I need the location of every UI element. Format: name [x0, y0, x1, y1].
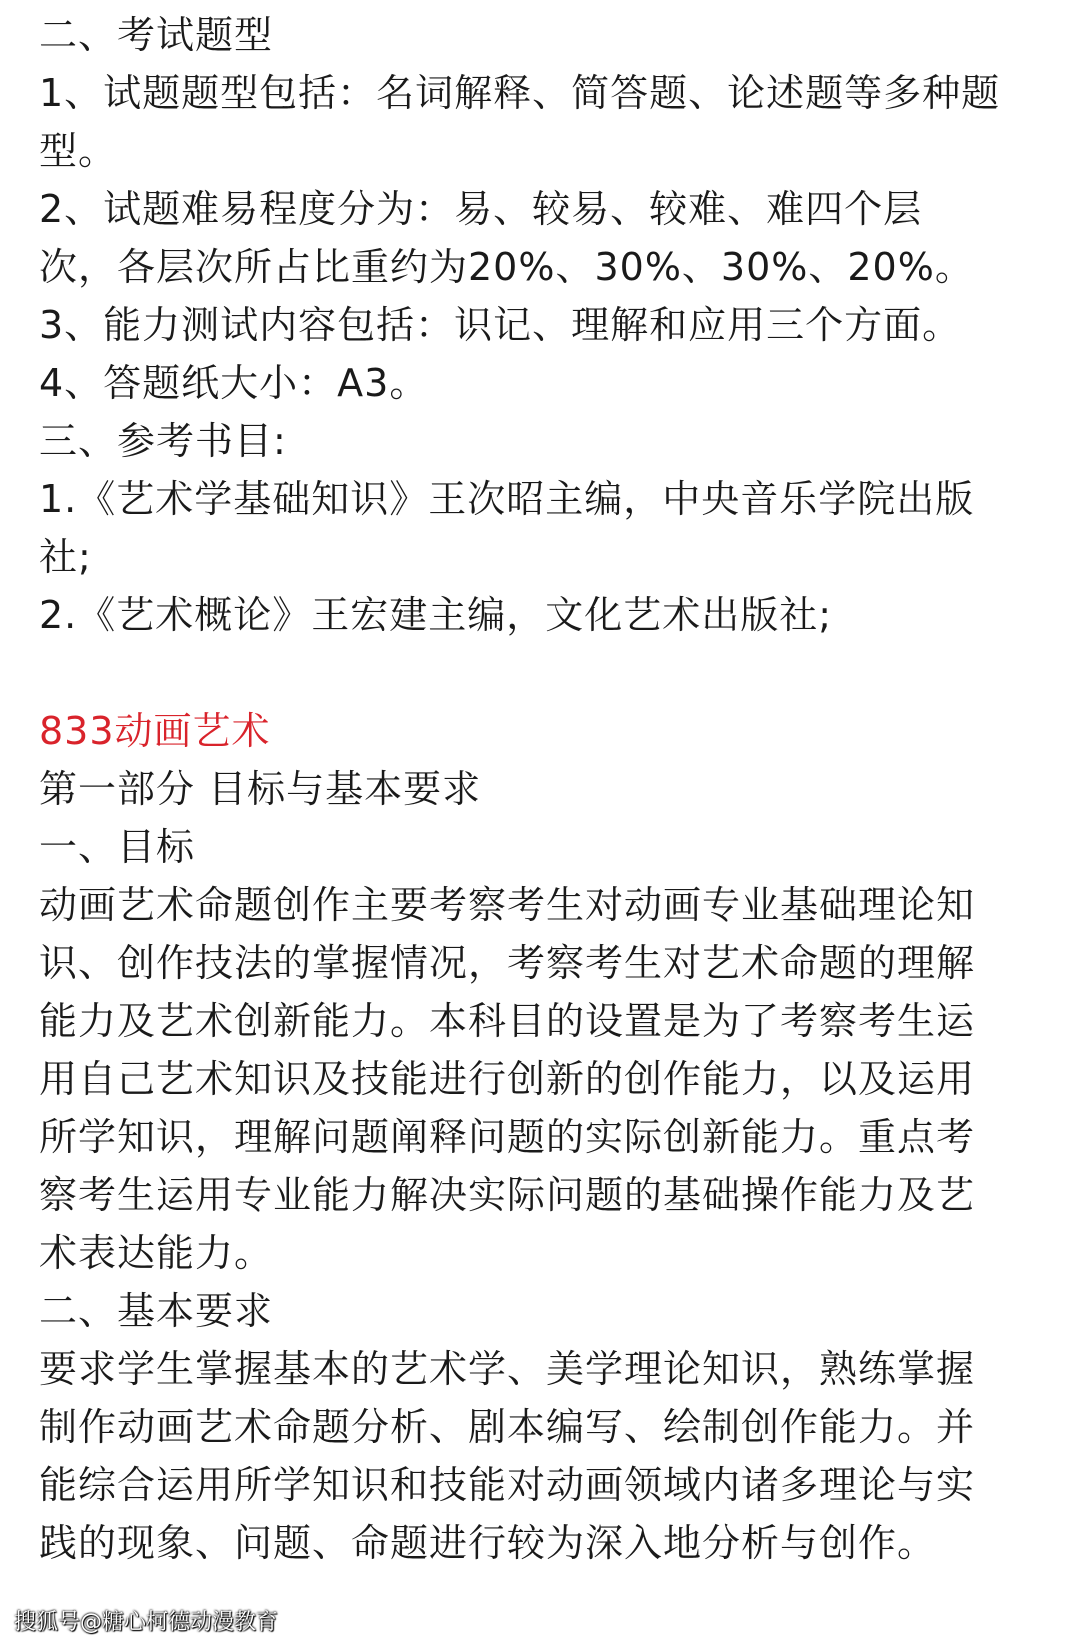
part-title: 第一部分 目标与基本要求: [39, 767, 482, 811]
goal-paragraph-line: 察考生运用专业能力解决实际问题的基础操作能力及艺: [39, 1173, 976, 1217]
goal-paragraph-line: 动画艺术命题创作主要考察考生对动画专业基础理论知: [39, 883, 976, 927]
exam-types-item-2: 2、试题难易程度分为：易、较易、较难、难四个层: [39, 187, 923, 231]
goal-paragraph-line: 能力及艺术创新能力。本科目的设置是为了考察考生运: [39, 999, 976, 1043]
section-spacer: [39, 644, 1059, 702]
exam-types-heading: 二、考试题型: [39, 13, 274, 57]
exam-types-item-2-cont: 次，各层次所占比重约为20%、30%、30%、20%。: [39, 245, 974, 289]
requirements-paragraph-line: 践的现象、问题、命题进行较为深入地分析与创作。: [39, 1521, 937, 1565]
document-body: [39, 6, 1059, 1572]
goal-paragraph-line: 术表达能力。: [39, 1231, 274, 1275]
requirements-paragraph-line: 能综合运用所学知识和技能对动画领域内诸多理论与实: [39, 1463, 976, 1507]
exam-types-item-1-cont: 型。: [39, 129, 118, 173]
goal-paragraph-line: 用自己艺术知识及技能进行创新的创作能力，以及运用: [39, 1057, 976, 1101]
goal-paragraph-line: 所学知识，理解问题阐释问题的实际创新能力。重点考: [39, 1115, 976, 1159]
reference-book-2: 2.《艺术概论》王宏建主编，文化艺术出版社;: [39, 593, 833, 637]
source-watermark: 搜狐号@糖心柯德动漫教育: [14, 1610, 279, 1635]
exam-types-item-1: 1、试题题型包括：名词解释、简答题、论述题等多种题: [39, 71, 1001, 115]
exam-types-item-3: 3、能力测试内容包括：识记、理解和应用三个方面。: [39, 303, 962, 347]
requirements-heading: 二、基本要求: [39, 1289, 274, 1333]
goal-heading: 一、目标: [39, 825, 196, 869]
reference-book-1-cont: 社;: [39, 535, 92, 579]
goal-paragraph-line: 识、创作技法的掌握情况，考察考生对艺术命题的理解: [39, 941, 976, 985]
subject-title: 833动画艺术: [39, 709, 271, 753]
requirements-paragraph-line: 要求学生掌握基本的艺术学、美学理论知识，熟练掌握: [39, 1347, 976, 1391]
exam-types-item-4: 4、答题纸大小：A3。: [39, 361, 429, 405]
reference-book-1: 1.《艺术学基础知识》王次昭主编，中央音乐学院出版: [39, 477, 975, 521]
references-heading: 三、参考书目:: [39, 419, 287, 463]
requirements-paragraph-line: 制作动画艺术命题分析、剧本编写、绘制创作能力。并: [39, 1405, 976, 1449]
